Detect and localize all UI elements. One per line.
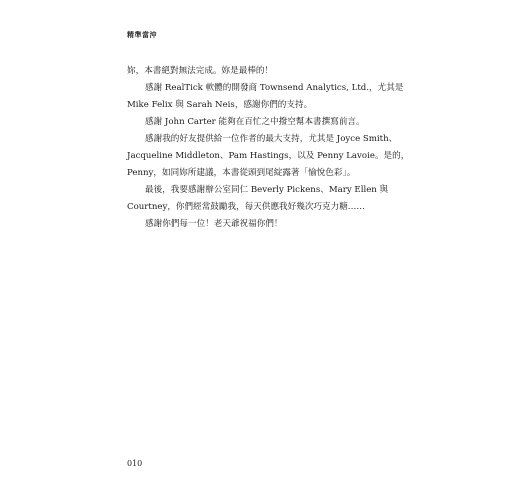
text-line: 感謝 John Carter 能夠在百忙之中撥空幫本書撰寫前言。: [145, 117, 365, 127]
paragraph-1: [127, 63, 393, 80]
body-text: [127, 63, 410, 233]
paragraph-2: [127, 80, 404, 114]
text-line: Courtney，你們經常鼓勵我，每天供應我好幾次巧克力糖……: [127, 202, 365, 212]
page-number: 010: [127, 459, 143, 468]
running-header: 精準當沖: [127, 31, 157, 39]
text-line: 最後，我要感謝辦公室同仁 Beverly Pickens、Mary Ellen 與: [145, 185, 389, 195]
paragraph-5: [127, 182, 393, 216]
text-line: Mike Felix 與 Sarah Neis，感謝你們的支持。: [127, 100, 313, 110]
text-line: 妳，本書絕對無法完成。妳是最棒的！: [127, 66, 274, 76]
text-line: Jacqueline Middleton、Pam Hastings，以及 Penny Lavoie。是的，: [127, 151, 410, 161]
text-line: 感謝 RealTick 軟體的開發商 Townsend Analytics, Ltd.，尤其是: [145, 83, 404, 93]
paragraph-3: [127, 114, 393, 131]
text-line: 感謝你們每一位！老天爺祝福你們！: [145, 219, 283, 229]
paragraph-6: [127, 216, 393, 233]
text-line: Penny，如同妳所建議，本書從頭到尾綻露著「愉悅色彩」。: [127, 168, 356, 178]
text-line: 感謝我的好友提供給一位作者的最大支持，尤其是 Joyce Smith、: [145, 134, 398, 144]
paragraph-4: [127, 131, 410, 182]
